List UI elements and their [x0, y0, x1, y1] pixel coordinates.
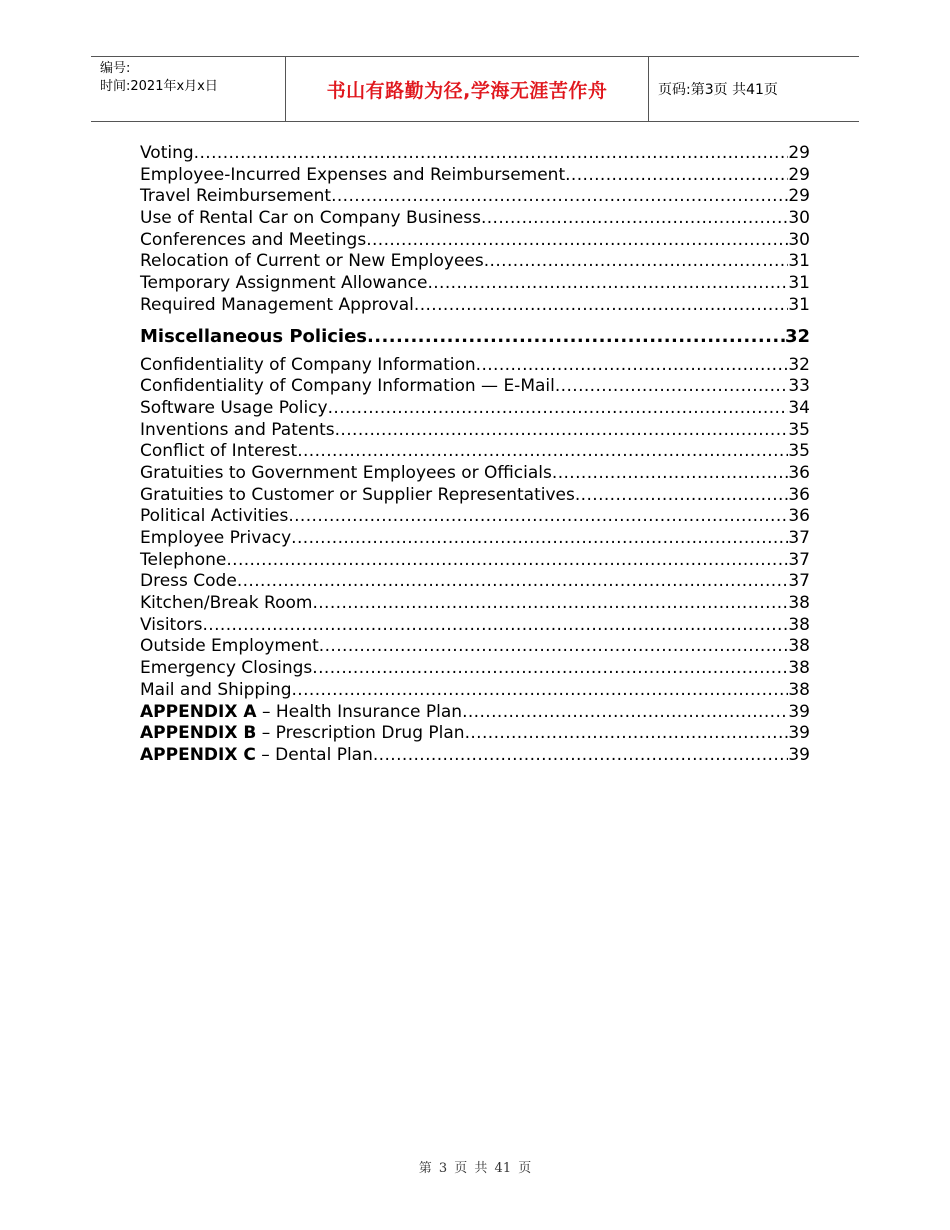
toc-entry: Kitchen/Break Room ..... 38 [140, 593, 810, 615]
toc-entry: Inventions and Patents ..... 35 [140, 420, 810, 442]
toc-appendix-entry: APPENDIX B – Prescription Drug Plan ..... 39 [140, 723, 810, 745]
toc-appendix-entry: APPENDIX C – Dental Plan ..... 39 [140, 745, 810, 767]
toc-entry: Confidentiality of Company Information ..... 32 [140, 355, 810, 377]
toc-entry: Dress Code ..... 37 [140, 571, 810, 593]
toc-entry: Voting ..... 29 [140, 143, 810, 165]
toc-entry: Required Management Approval ..... 31 [140, 295, 810, 317]
toc-entry: Mail and Shipping ..... 38 [140, 680, 810, 702]
toc-section-heading: Miscellaneous Policies ..... 32 [140, 321, 810, 352]
document-number-label: 编号: [100, 61, 131, 76]
toc-entry: Gratuities to Government Employees or Officials ..... 36 [140, 463, 810, 485]
toc-entry: Software Usage Policy ..... 34 [140, 398, 810, 420]
toc-entry: Confidentiality of Company Information — E-Mail ..... 33 [140, 376, 810, 398]
toc-entry: Temporary Assignment Allowance ..... 31 [140, 273, 810, 295]
page-footer: 第 3 页 共 41 页 [418, 1161, 532, 1176]
header-page-info: 页码:第3页 共41页 [658, 82, 778, 98]
toc-appendix-entry: APPENDIX A – Health Insurance Plan ..... 39 [140, 702, 810, 724]
page-header [91, 56, 859, 122]
toc-entry: Employee-Incurred Expenses and Reimbursement ..... 29 [140, 165, 810, 187]
toc-entry: Conflict of Interest ..... 35 [140, 441, 810, 463]
toc-entry: Travel Reimbursement ..... 29 [140, 186, 810, 208]
toc-entry: Conferences and Meetings ..... 30 [140, 230, 810, 252]
document-time-label: 时间:2021年x月x日 [100, 79, 218, 94]
toc-entry: Gratuities to Customer or Supplier Representatives ..... 36 [140, 485, 810, 507]
header-meta-cell [91, 57, 286, 121]
toc-entry: Political Activities ..... 36 [140, 506, 810, 528]
toc-entry: Use of Rental Car on Company Business ..... 30 [140, 208, 810, 230]
toc-entry: Visitors ..... 38 [140, 615, 810, 637]
toc-entry: Outside Employment ..... 38 [140, 636, 810, 658]
toc-entry: Telephone ..... 37 [140, 550, 810, 572]
header-motto: 书山有路勤为径,学海无涯苦作舟 [286, 57, 649, 121]
table-of-contents [140, 143, 810, 767]
toc-entry: Relocation of Current or New Employees ..... 31 [140, 251, 810, 273]
toc-entry: Emergency Closings ..... 38 [140, 658, 810, 680]
toc-entry: Employee Privacy ..... 37 [140, 528, 810, 550]
